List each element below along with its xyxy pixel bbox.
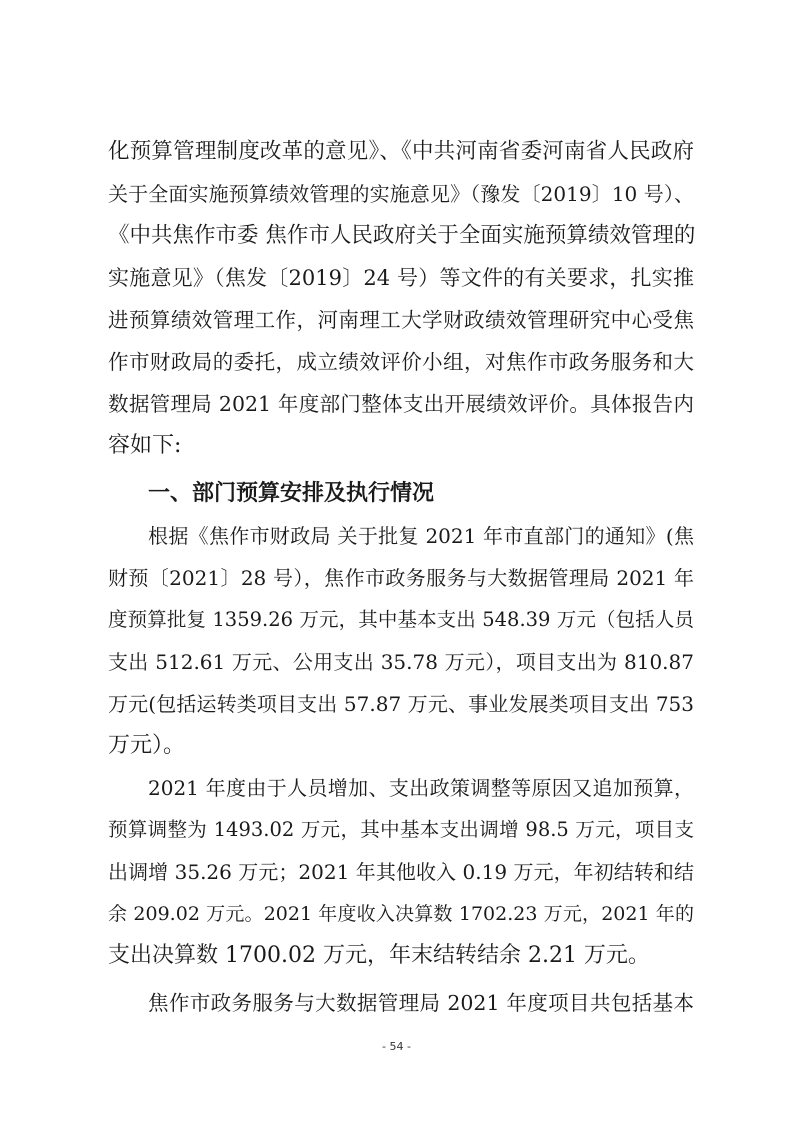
body-text-line: 作市财政局的委托，成立绩效评价小组，对焦作市政务服务和大	[108, 350, 694, 374]
body-text-line: 关于全面实施预算绩效管理的实施意见》（豫发〔2019〕10 号）、	[108, 182, 694, 206]
body-text-line: 焦作市政务服务与大数据管理局 2021 年度项目共包括基本	[148, 991, 694, 1015]
body-text-line: 容如下:	[108, 433, 182, 458]
body-text-line: 2021 年度由于人员增加、支出政策调整等原因又追加预算，	[148, 776, 694, 800]
body-text-line: 度预算批复 1359.26 万元，其中基本支出 548.39 万元（包括人员	[108, 608, 694, 631]
body-text-line: 支出 512.61 万元、公用支出 35.78 万元），项目支出为 810.87	[108, 650, 694, 674]
body-text-line: 数据管理局 2021 年度部门整体支出开展绩效评价。具体报告内	[108, 392, 694, 416]
body-text-line: 出调增 35.26 万元；2021 年其他收入 0.19 万元，年初结转和结	[108, 860, 694, 884]
body-text-line: 预算调整为 1493.02 万元，其中基本支出调增 98.5 万元，项目支	[108, 818, 694, 841]
body-text-line: 进预算绩效管理工作，河南理工大学财政绩效管理研究中心受焦	[108, 308, 694, 332]
body-text-line: 万元(包括运转类项目支出 57.87 万元、事业发展类项目支出 753	[108, 692, 694, 716]
body-text-line: 余 209.02 万元。2021 年度收入决算数 1702.23 万元，2021 年的	[108, 903, 694, 925]
body-text-line: 《中共焦作市委 焦作市人民政府关于全面实施预算绩效管理的	[108, 223, 696, 248]
body-text-line: 支出决算数 1700.02 万元，年末结转结余 2.21 万元。	[108, 943, 650, 968]
page-number: - 54 -	[382, 1040, 411, 1053]
section-heading: 一、部门预算安排及执行情况	[148, 481, 435, 506]
body-text-line: 财预〔2021〕28 号），焦作市政务服务与大数据管理局 2021 年	[108, 566, 694, 590]
body-text-line: 实施意见》（焦发〔2019〕24 号）等文件的有关要求，扎实推	[108, 266, 694, 290]
body-text-line: 化预算管理制度改革的意见》、《中共河南省委河南省人民政府	[108, 139, 694, 164]
body-text-line: 根据《焦作市财政局 关于批复 2021 年市直部门的通知》(焦	[148, 524, 694, 548]
body-text-line: 万元）。	[108, 733, 186, 758]
